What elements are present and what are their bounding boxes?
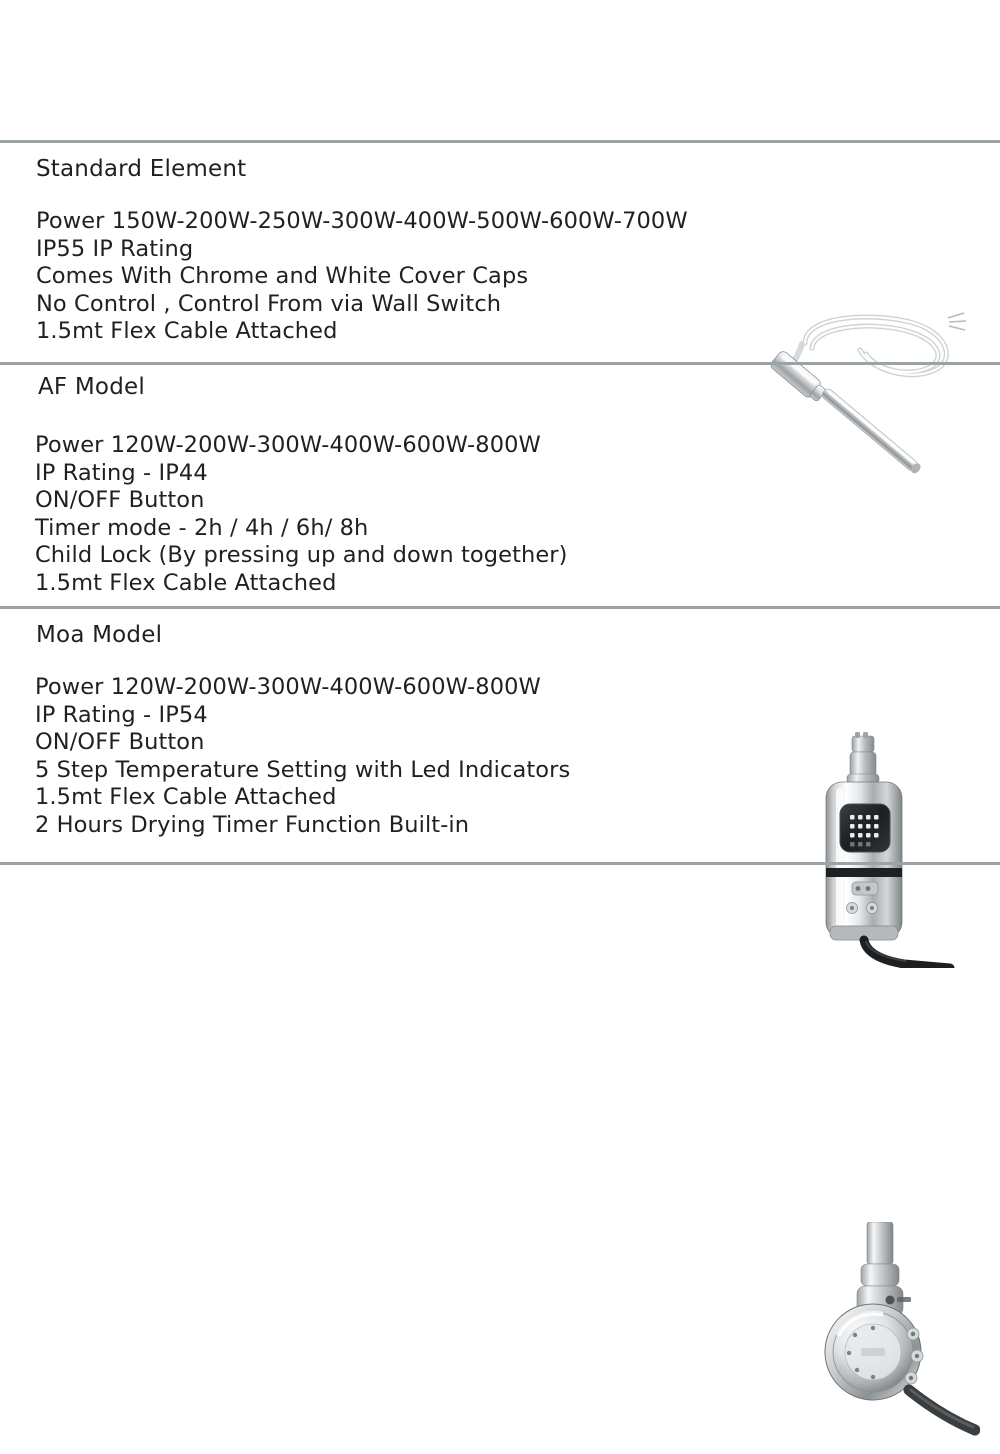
spec-item: IP Rating - IP44 bbox=[35, 459, 208, 486]
spec-item: IP55 IP Rating bbox=[36, 235, 194, 262]
spec-item: Power 120W-200W-300W-400W-600W-800W bbox=[35, 432, 541, 458]
section-af-model bbox=[0, 362, 1000, 606]
spec-item: Power 120W-200W-300W-400W-600W-800W bbox=[35, 674, 541, 700]
section-moa-model bbox=[0, 606, 1000, 862]
spec-list bbox=[35, 432, 568, 597]
section-title: Standard Element bbox=[36, 156, 247, 182]
spec-list bbox=[35, 674, 570, 839]
spec-item: 1.5mt Flex Cable Attached bbox=[35, 569, 337, 596]
spec-item: 2 Hours Drying Timer Function Built-in bbox=[35, 811, 470, 838]
section-title: AF Model bbox=[38, 374, 145, 400]
spec-item: IP Rating - IP54 bbox=[35, 701, 208, 728]
spec-item: 1.5mt Flex Cable Attached bbox=[35, 784, 337, 810]
spec-item: 1.5mt Flex Cable Attached bbox=[36, 318, 338, 344]
spec-item: Timer mode - 2h / 4h / 6h/ 8h bbox=[35, 514, 369, 541]
section-title: Moa Model bbox=[36, 622, 163, 648]
section-standard-element bbox=[0, 140, 1000, 362]
spec-list bbox=[36, 208, 688, 346]
spec-item: Child Lock (By pressing up and down together) bbox=[35, 542, 568, 568]
moa-model-photo bbox=[805, 1222, 980, 1454]
spec-item: Power 150W-200W-250W-300W-400W-500W-600W-700W bbox=[36, 208, 688, 234]
spec-item: Comes With Chrome and White Cover Caps bbox=[36, 263, 529, 289]
spec-item: ON/OFF Button bbox=[35, 729, 205, 755]
spec-item: 5 Step Temperature Setting with Led Indicators bbox=[35, 756, 571, 783]
section-divider-bottom bbox=[0, 862, 1000, 865]
spec-item: ON/OFF Button bbox=[35, 487, 205, 513]
spec-item: No Control , Control From via Wall Switch bbox=[36, 290, 502, 317]
